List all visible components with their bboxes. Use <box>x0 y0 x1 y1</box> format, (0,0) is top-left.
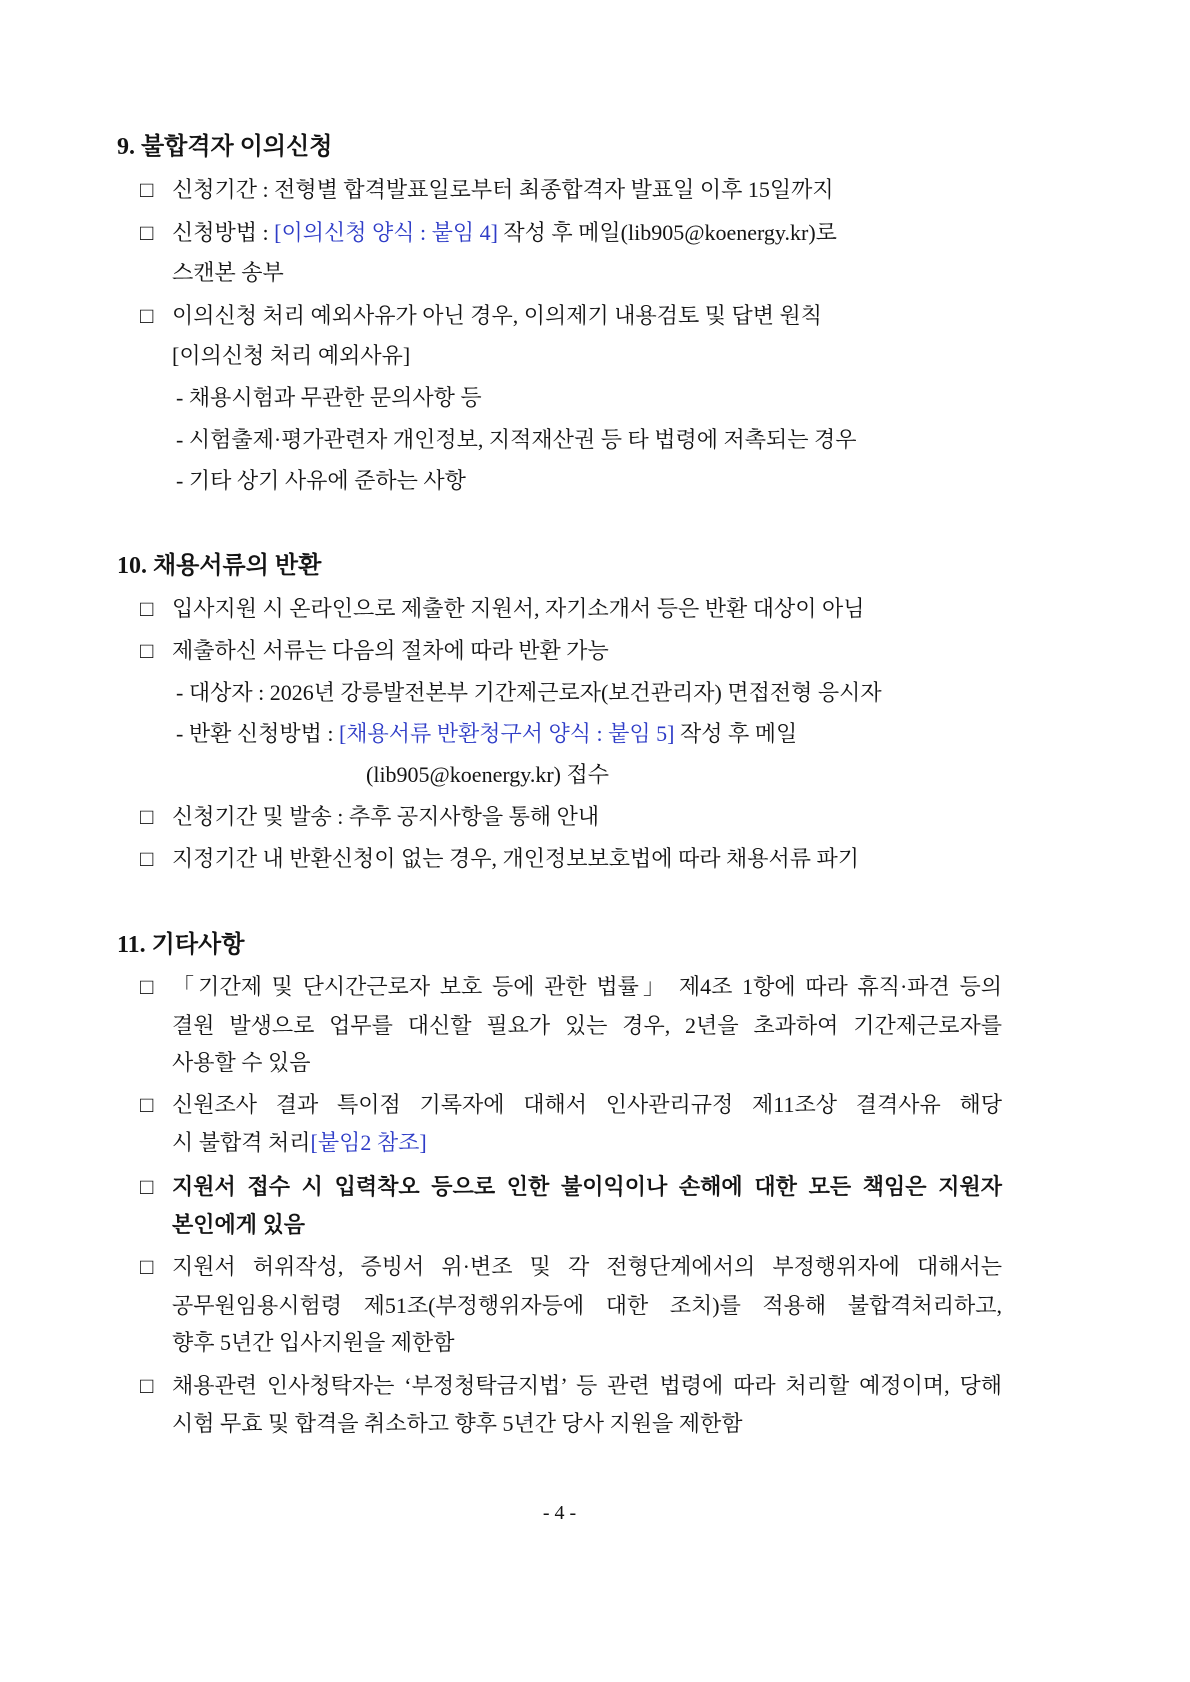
appeal-method-continuation-text: 스캔본 송부 <box>172 260 284 285</box>
solicitation-text: 채용관련 인사청탁자는 ‘부정청탁금지법’ 등 관련 법령에 따라 처리할 예정이며, 당해 <box>172 1373 1002 1398</box>
fixed-term-law-text: 사용할 수 있음 <box>172 1050 311 1075</box>
background-check-continuation <box>172 1123 1002 1163</box>
misconduct-continuation <box>172 1323 1002 1363</box>
fixed-term-law-item <box>140 967 1002 1007</box>
solicitation-text: 시험 무효 및 합격을 취소하고 향후 5년간 당사 지원을 제한함 <box>172 1411 743 1436</box>
square-bullet-icon: □ <box>140 846 154 871</box>
square-bullet-icon: □ <box>140 596 154 621</box>
appeal-exceptions-title-text: [이의신청 처리 예외사유] <box>172 343 411 368</box>
appeal-exceptions-title <box>172 336 1002 376</box>
solicitation-item <box>140 1366 1002 1406</box>
page-number: - 4 - <box>542 1502 577 1524</box>
return-method-label: - 반환 신청방법 : <box>176 721 339 746</box>
attachment-2-reference: [붙임2 참조] <box>310 1130 427 1155</box>
appeal-exception-line <box>176 420 1002 460</box>
square-bullet-icon: □ <box>140 303 154 328</box>
misconduct-text: 향후 5년간 입사지원을 제한함 <box>172 1330 455 1355</box>
square-bullet-icon: □ <box>140 1254 154 1279</box>
square-bullet-icon: □ <box>140 1092 154 1117</box>
document-disposal-text: 지정기간 내 반환신청이 없는 경우, 개인정보보호법에 따라 채용서류 파기 <box>172 846 860 871</box>
return-method-line <box>176 714 1002 754</box>
square-bullet-icon: □ <box>140 1174 154 1199</box>
appeal-method-email: 작성 후 메일(lib905@koenergy.kr)로 <box>497 220 837 245</box>
returnable-documents-text: 제출하신 서류는 다음의 절차에 따라 반환 가능 <box>172 638 609 663</box>
section-11-heading: 11. 기타사항 <box>117 932 245 958</box>
online-documents-item <box>140 589 1002 629</box>
appeal-principle-text: 이의신청 처리 예외사유가 아닌 경우, 이의제기 내용검토 및 답변 원칙 <box>172 303 823 328</box>
document-disposal-item <box>140 839 1002 879</box>
appeal-period-text: 신청기간 : 전형별 합격발표일로부터 최종합격자 발표일 이후 15일까지 <box>172 177 834 202</box>
section-9-heading: 9. 불합격자 이의신청 <box>117 134 333 160</box>
appeal-exception-line <box>176 378 1002 418</box>
input-error-responsibility-continuation <box>172 1205 1002 1245</box>
misconduct-continuation <box>172 1286 1002 1326</box>
square-bullet-icon: □ <box>140 638 154 663</box>
background-check-item <box>140 1085 1002 1125</box>
appeal-principle-item <box>140 296 1002 336</box>
input-error-responsibility-text: 본인에게 있음 <box>172 1212 306 1237</box>
background-check-tail: 시 불합격 처리 <box>172 1130 311 1155</box>
section-10-heading: 10. 채용서류의 반환 <box>117 553 322 579</box>
square-bullet-icon: □ <box>140 177 154 202</box>
return-method-tail: 작성 후 메일 <box>674 721 798 746</box>
appeal-form-reference: [이의신청 양식 : 붙임 4] <box>274 220 498 245</box>
background-check-text <box>172 1123 1002 1163</box>
online-documents-text: 입사지원 시 온라인으로 제출한 지원서, 자기소개서 등은 반환 대상이 아님 <box>172 596 865 621</box>
return-schedule-item <box>140 797 1002 837</box>
return-target-text: - 대상자 : 2026년 강릉발전본부 기간제근로자(보건관리자) 면접전형 응시자 <box>176 680 882 705</box>
input-error-responsibility-text: 지원서 접수 시 입력착오 등으로 인한 불이익이나 손해에 대한 모든 책임은 지원자 <box>172 1174 1002 1199</box>
return-target-line <box>176 673 1002 713</box>
misconduct-text: 지원서 허위작성, 증빙서 위·변조 및 각 전형단계에서의 부정행위자에 대해서는 <box>172 1254 1002 1279</box>
appeal-exception-line <box>176 461 1002 501</box>
appeal-period-item <box>140 170 1002 210</box>
square-bullet-icon: □ <box>140 804 154 829</box>
appeal-exception-text: - 기타 상기 사유에 준하는 사항 <box>176 468 466 493</box>
appeal-method-continuation <box>172 253 1002 293</box>
return-method-text <box>176 714 1002 754</box>
return-method-email: (lib905@koenergy.kr) 접수 <box>366 762 609 787</box>
fixed-term-law-continuation <box>172 1006 1002 1046</box>
square-bullet-icon: □ <box>140 220 154 245</box>
appeal-method-item <box>140 213 1002 253</box>
misconduct-text: 공무원임용시험령 제51조(부정행위자등에 대한 조치)를 적용해 불합격처리하고, <box>172 1293 1002 1318</box>
returnable-documents-item <box>140 631 1002 671</box>
appeal-exception-text: - 채용시험과 무관한 문의사항 등 <box>176 385 482 410</box>
solicitation-continuation <box>172 1404 1002 1444</box>
fixed-term-law-text: 「기간제 및 단시간근로자 보호 등에 관한 법률」 제4조 1항에 따라 휴직·파견 등의 <box>172 974 1002 999</box>
return-method-continuation <box>366 755 1002 795</box>
appeal-method-label: 신청방법 : <box>172 220 275 245</box>
appeal-method-text <box>172 213 1002 253</box>
background-check-text: 신원조사 결과 특이점 기록자에 대해서 인사관리규정 제11조상 결격사유 해당 <box>172 1092 1002 1117</box>
square-bullet-icon: □ <box>140 1373 154 1398</box>
fixed-term-law-text: 결원 발생으로 업무를 대신할 필요가 있는 경우, 2년을 초과하여 기간제근로자를 <box>172 1013 1002 1038</box>
return-schedule-text: 신청기간 및 발송 : 추후 공지사항을 통해 안내 <box>172 804 600 829</box>
square-bullet-icon: □ <box>140 974 154 999</box>
fixed-term-law-continuation <box>172 1043 1002 1083</box>
appeal-exception-text: - 시험출제·평가관련자 개인정보, 지적재산권 등 타 법령에 저촉되는 경우 <box>176 427 857 452</box>
return-form-reference: [채용서류 반환청구서 양식 : 붙임 5] <box>338 721 675 746</box>
misconduct-item <box>140 1247 1002 1287</box>
input-error-responsibility-item <box>140 1167 1002 1207</box>
